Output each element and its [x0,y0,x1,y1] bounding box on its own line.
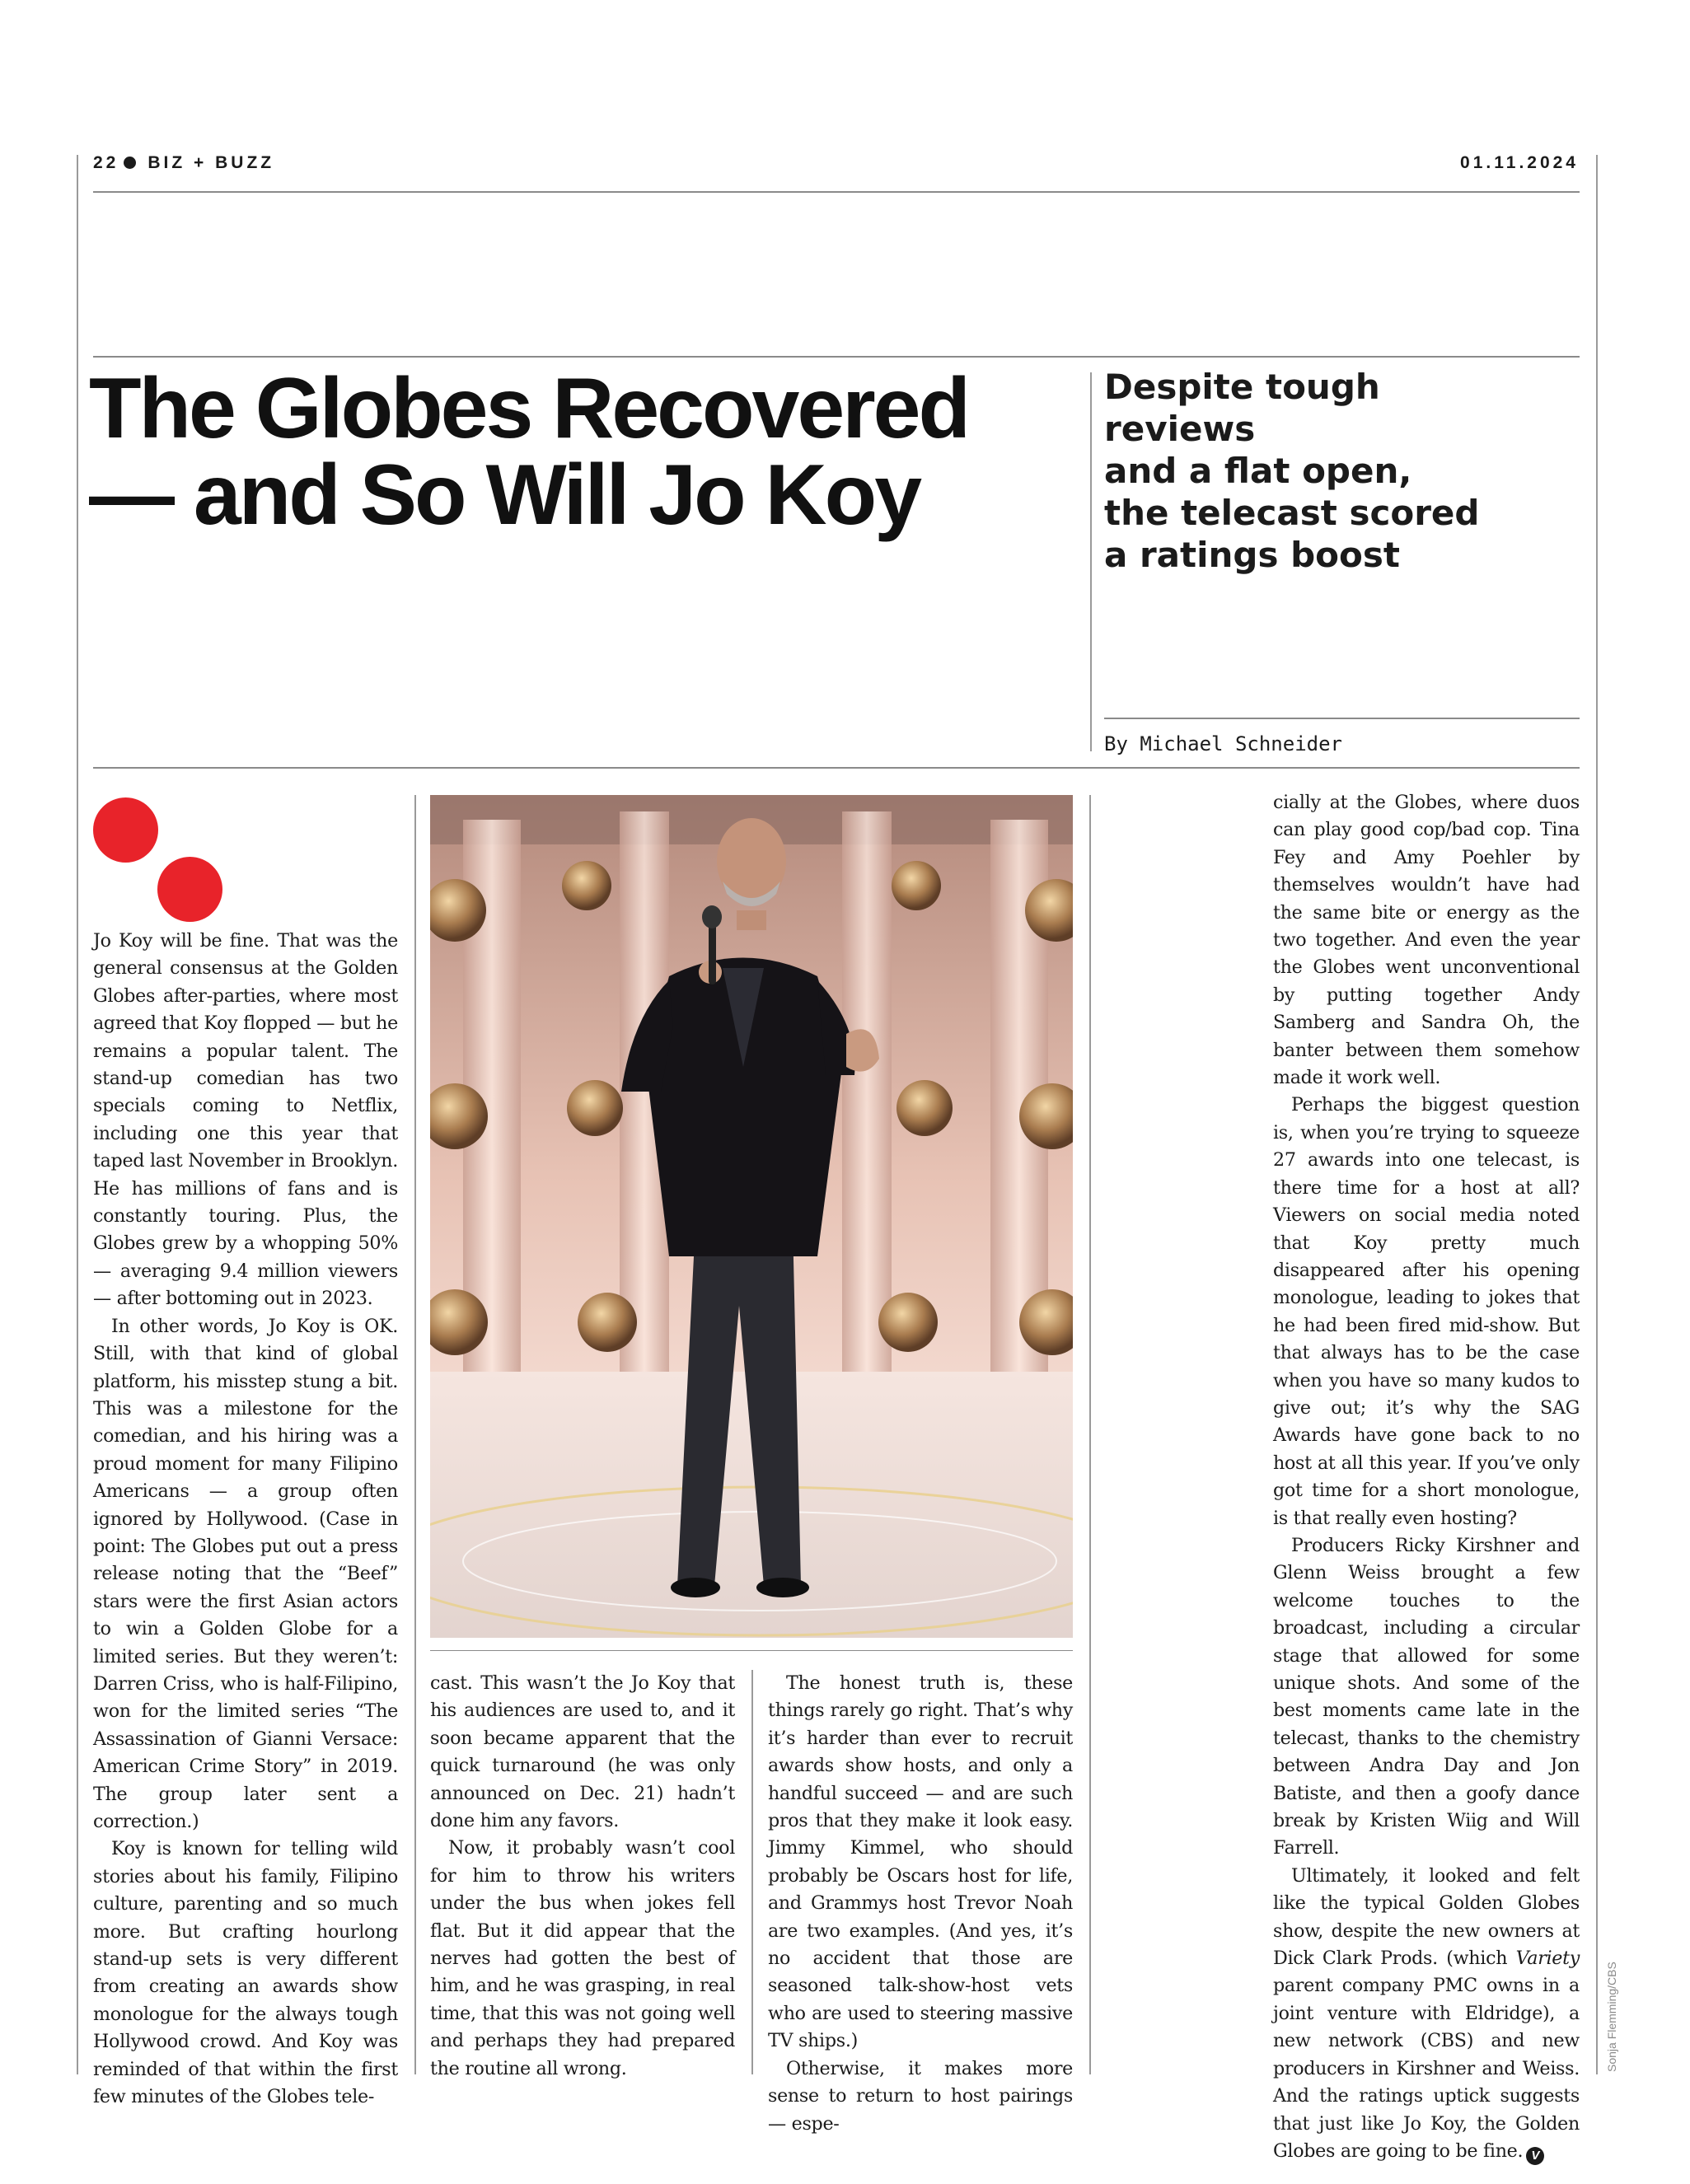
photo-bottom-rule [430,1650,1073,1651]
bullet-icon [124,157,136,169]
paragraph: In other words, Jo Koy is OK. Still, with that kind of global platform, his misstep stung a bit. This was a milestone for the comedian, and his hiring was a proud moment for many Filipino Americans — a group often ignored by Hollywood. (Case in point: The Globes put out a press release noting that the “Beef” stars were the first Asian actors to win a Golden Globe for a limited series. But they weren’t: Darren Criss, who is half-Filipino, won for the limited series “The Assassination of Gianni Versace: American Crime Story” in 2019. The group later sent a correction.) [93,1315,398,1832]
red-dot-icon [93,797,158,863]
headline [89,361,1061,543]
page-right-rule [1596,155,1598,2074]
issue-date: 01.11.2024 [1460,153,1579,172]
paragraph: cast. This wasn’t the Jo Koy that his audiences are used to, and it soon became apparent that the quick turnaround (he was only announced on Dec. 21) hadn’t done him any favors. [430,1672,735,1832]
final-text-part: Ultimately, it looked and felt like the typical Golden Globes show, despite the new owners at Dick Clark Prods. (which [1273,1864,1580,1970]
dek-line: and a flat open, [1104,451,1412,491]
header-rule [93,191,1580,193]
dek-line: the telecast scored [1104,493,1480,533]
dek-line: Despite tough reviews [1104,367,1380,449]
paragraph: Jo Koy will be fine. That was the general consensus at the Golden Globes after-parties, where most agreed that Koy flopped — but he remains a popular talent. The stand-up comedian has two specials coming to Netflix, including one this year that taped last November in Brooklyn. He has millions of fans and is constantly touring. Plus, the Globes grew by a whopping 50% — averaging 9.4 million viewers — after bottoming out in 2023. [93,930,398,1310]
body-column-4 [1273,789,1580,2165]
red-dot-icon [157,857,222,922]
page-left-rule [77,155,78,2074]
photo-credit: Sonja Flemming/CBS [1605,1962,1618,2072]
column-rule-1 [414,795,416,2074]
paragraph: cially at the Globes, where duos can play good cop/bad cop. Tina Fey and Amy Poehler by themselves wouldn’t have had the same bite or energy as the two together. And even the year the Globes went unconventional by putting together Andy Samberg and Sandra Oh, the banter between them somehow made it work well. [1273,792,1580,1089]
dek-line: a ratings boost [1104,535,1400,575]
host-on-stage-photo-icon [430,795,1073,1638]
headline-line-2: — and So Will Jo Koy [89,447,920,543]
column-rule-2 [751,1670,753,2074]
section-name: BIZ + BUZZ [147,153,275,172]
paragraph: Koy is known for telling wild stories about his family, Filipino culture, parenting and so much more. But crafting hourlong stand-up sets is very different from creating an awards show monologue for the always tough Hollywood crowd. And Koy was reminded of that within the first few minutes of the Globes tele- [93,1838,398,2108]
dek [1104,366,1533,576]
paragraph: Perhaps the biggest question is, when you’re trying to squeeze 27 awards into one telecast, is there time for a host at all? Viewers on social media noted that Koy pretty much disappeared after his opening monologue, leading to jokes that he had been fired mid-show. But that always has to be the case when you have so many kudos to give out; it’s why the SAG Awards have gone back to no host at all this year. If you’ve only got time for a short monologue, is that really even hosting? [1273,1094,1580,1529]
variety-end-mark-icon: V [1526,2147,1544,2165]
body-column-2 [430,1670,735,2083]
paragraph: The honest truth is, these things rarely go right. That’s why it’s harder than ever to recruit awards show hosts, and only a handful succeed — and are such pros that they make it look easy. Jimmy Kimmel, who should probably be Oscars host for life, and Grammys host Trevor Noah are two examples. (And yes, it’s no accident that those are seasoned talk-show-host vets who are used to steering massive TV ships.) [768,1672,1073,2052]
page-number: 22 [93,153,119,172]
paragraph: Producers Ricky Kirshner and Glenn Weiss brought a few welcome touches to the broadcast, including a circular stage that allowed for some unique shots. And some of the best moments came late in the telecast, thanks to the chemistry between Andra Day and Jon Batiste, and then a goofy dance break by Kristen Wiig and Will Farrell. [1273,1534,1580,1859]
paragraph: Now, it probably wasn’t cool for him to throw his writers under the bus when jokes fell flat. But it did appear that the nerves had gotten the best of him, and he was grasping, in real time, that this was not going well and perhaps they had prepared the routine all wrong. [430,1837,735,2079]
paragraph-final [1273,1863,1580,2165]
publication-name: Variety [1515,1948,1580,1970]
body-column-3 [768,1670,1073,2138]
host-photo [430,795,1073,1638]
byline: By Michael Schneider [1104,732,1342,755]
headline-line-1: The Globes Recovered [89,361,969,456]
folio-left [93,153,274,173]
final-text-part: parent company PMC owns in a joint venture with Eldridge), a new network (CBS) and new producers in Kirshner and Weiss. And the ratings uptick suggests that just like Jo Koy, the Golden Globes are going to be fine. [1273,1975,1580,2162]
body-column-1 [93,928,398,2111]
headline-top-rule [93,356,1580,358]
column-rule-3 [1089,795,1091,2074]
body-top-rule [93,767,1580,769]
paragraph: Otherwise, it makes more sense to return to host pairings — espe- [768,2057,1073,2135]
dek-divider-rule [1090,372,1092,751]
byline-rule [1104,718,1580,719]
section-dots-decoration [93,797,225,923]
